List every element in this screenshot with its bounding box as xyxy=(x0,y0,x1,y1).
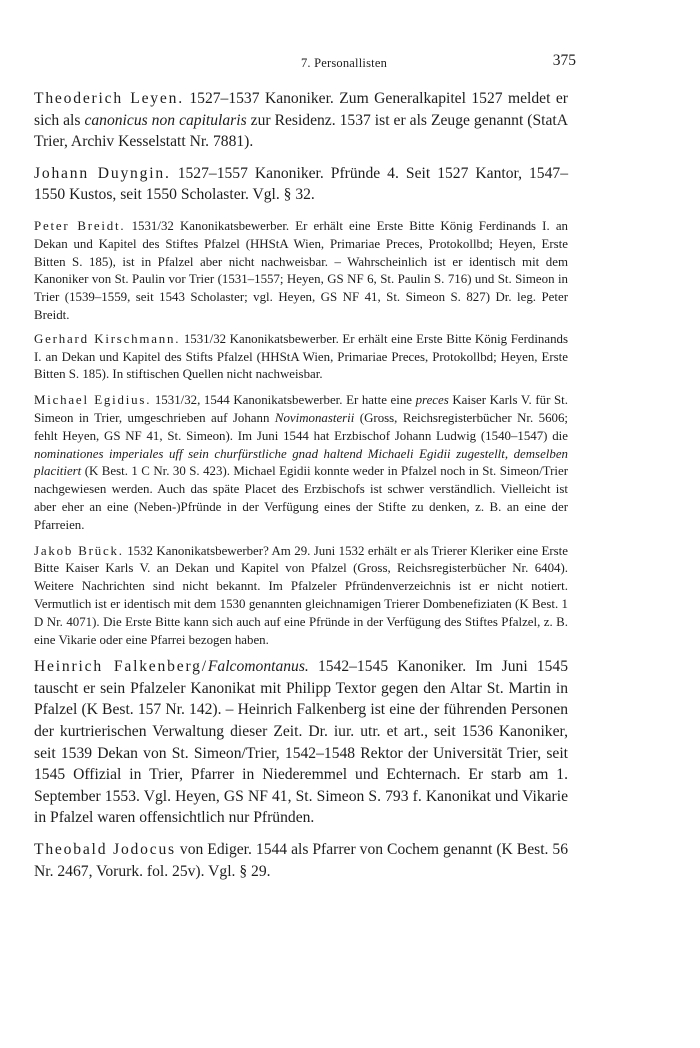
entry-johann-duyngin xyxy=(34,163,568,206)
entry-text: 1527–1537 Kanoniker. Zum Generalkapitel 1527 meldet er sich als xyxy=(34,90,568,129)
entry-michael-egidius xyxy=(34,392,568,534)
italic-text: preces xyxy=(415,393,449,408)
entry-peter-breidt xyxy=(34,218,568,325)
entry-heinrich-falkenberg xyxy=(34,656,568,829)
entry-gerhard-kirschmann xyxy=(34,331,568,384)
entry-name: Michael Egidius. xyxy=(34,393,152,408)
entry-text: (K Best. 1 C Nr. 30 S. 423). Michael Egidii konnte weder in Pfalzel noch in St. Simeon/Trier nachgewiesen werden. Auch das späte Placet des Erzbischofs ist schwer verständlich. Vielleicht ist aber eher an eine (Neben-)Pfründe in der Verfügung eines der Stifte zu denken, z. B. an eine der Pfarreien. xyxy=(34,464,568,532)
italic-text: nominationes imperiales uff sein churfürstliche gnad haltend Michaeli Egidii zugestellt, demselben placitiert xyxy=(34,446,568,479)
entry-name: Gerhard Kirschmann. xyxy=(34,331,181,346)
entry-text: (Gross, Reichsregisterbücher Nr. 5606; fehlt Heyen, GS NF 41, St. Simeon). Im Juni 1544 hat Erzbischof Johann Ludwig (1540–1547) die xyxy=(34,410,568,443)
entry-text: 1532 Kanonikatsbewerber? Am 29. Juni 1532 erhält er als Trierer Kleriker eine Erste Bitte Kaiser Karls V. an Dekan und Kapitel von Pfalzel (Gross, Reichsregisterbücher Nr. 6404). Weitere Nachrichten sind nicht bekannt. Im Pfalzeler Pfründenverzeichnis ist er nicht notiert. Vermutlich ist er identisch mit dem 1530 genannten gleichnamigen Trierer Dombenefiziaten (K Best. 1 D Nr. 4071). Die Erste Bitte kann sich auch auf eine Pfründe in der Verfügung des Stiftes Pfalzel, z. B. eine Vikarie oder eine Pfarrei bezogen haben. xyxy=(34,543,568,647)
entry-text: 1527–1557 Kanoniker. Pfründe 4. Seit 1527 Kantor, 1547–1550 Kustos, seit 1550 Scholaster. Vgl. § 32. xyxy=(34,164,568,204)
page-body xyxy=(34,88,568,882)
entry-name: Theoderich Leyen. xyxy=(34,90,184,107)
italic-text: Falcomontanus. xyxy=(207,658,309,676)
entry-name: Heinrich Falkenberg/ xyxy=(34,658,208,676)
page-number: 375 xyxy=(552,52,576,69)
running-title: 7. Personallisten xyxy=(300,56,388,70)
entry-jakob-brueck xyxy=(34,543,568,650)
entry-text: zur Residenz. 1537 ist er als Zeuge genannt (StatA Trier, Archiv Kesselstatt Nr. 7881). xyxy=(34,111,569,151)
italic-text: Novimonasterii xyxy=(274,410,355,425)
page-header xyxy=(112,53,576,75)
entry-text: Kaiser Karls V. für St. Simeon in Trier, umgeschrieben auf Johann xyxy=(34,393,568,425)
italic-text: canonicus non capitularis xyxy=(84,111,247,129)
entry-name: Johann Duyngin. xyxy=(34,164,171,182)
entry-text: 1542–1545 Kanoniker. Im Juni 1545 tauscht er sein Pfalzeler Kanonikat mit Philipp Textor gegen den Altar St. Martin in Pfalzel (K Best. 157 Nr. 142). – Heinrich Falkenberg ist eine der führenden Personen der kurtrierischen Verwaltung dieser Zeit. Dr. iur. utr. et art., seit 1536 Kanoniker, seit 1539 Dekan von St. Simeon/Trier, 1542–1548 Rektor der Universität Trier, seit 1545 Offizial in Trier, Pfarrer in Niederemmel und Echternach. Er starb am 1. September 1553. Vgl. Heyen, GS NF 41, St. Simeon S. 793 f. Kanonikat und Vikarie in Pfalzel waren offensichtlich nur Pfründen. xyxy=(34,658,568,827)
entry-name: Theobald Jodocus xyxy=(34,841,176,859)
entry-text: 1531/32 Kanonikatsbewerber. Er erhält eine Erste Bitte König Ferdinands I. an Dekan und Kapitel des Stifts Pfalzel (HHStA Wien, Primariae Preces, Protokollbd; Heyen, Erste Bitten S. 185). In stiftischen Quellen nicht nachweisbar. xyxy=(34,331,568,382)
entry-theoderich-leyen xyxy=(34,88,568,153)
entry-text: 1531/32 Kanonikatsbewerber. Er erhält eine Erste Bitte König Ferdinands I. an Dekan und Kapitel des Stiftes Pfalzel (HHStA Wien, Primariae Preces, Protokollbd; Heyen, Erste Bitten S. 185), ist in Pfalzel aber nicht nachweisbar. – Wahrscheinlich ist er identisch mit dem Kanoniker von St. Paulin vor Trier (1531–1557; Heyen, GS NF 6, St. Paulin S. 716) und St. Simeon in Trier (1539–1559, seit 1543 Scholaster; vgl. Heyen, GS NF 41, St. Simeon S. 827) Dr. leg. Peter Breidt. xyxy=(34,218,568,322)
entry-name: Jakob Brück. xyxy=(34,543,124,558)
entry-text: von Ediger. 1544 als Pfarrer von Cochem genannt (K Best. 56 Nr. 2467, Vorurk. fol. 25v). Vgl. § 29. xyxy=(34,841,569,880)
entry-theobald-jodocus xyxy=(34,839,568,882)
entry-name: Peter Breidt. xyxy=(34,218,126,233)
entry-text: 1531/32, 1544 Kanonikatsbewerber. Er hatte eine xyxy=(151,393,416,408)
